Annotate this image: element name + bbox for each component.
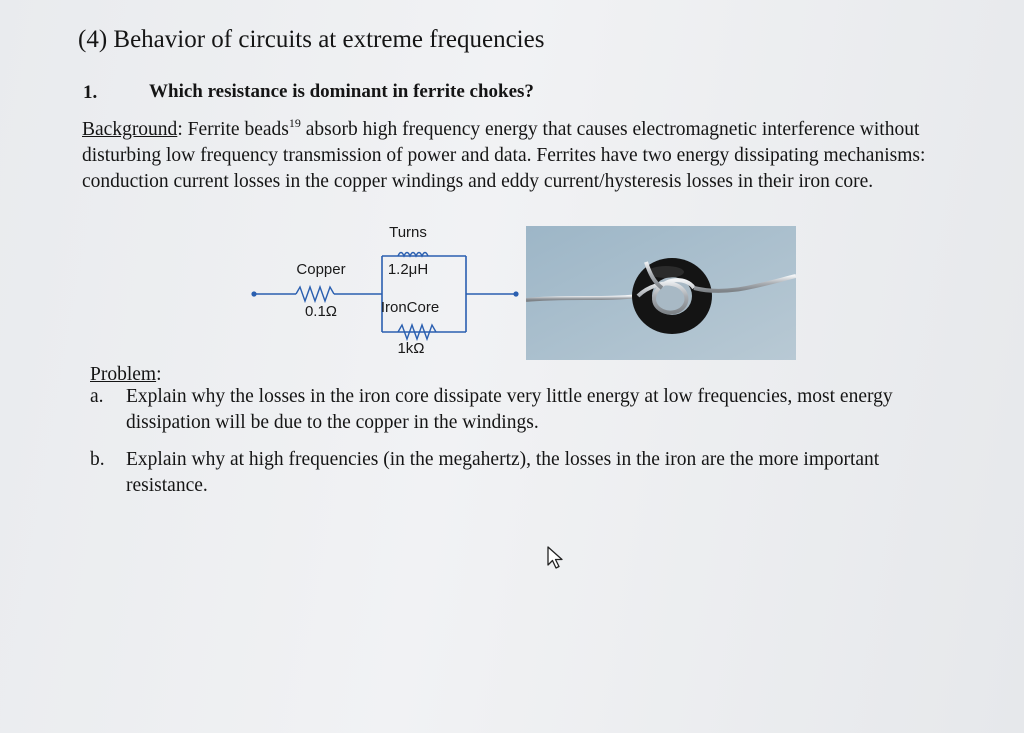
copper-resistance-label: 0.1Ω xyxy=(304,303,338,320)
problem-colon: : xyxy=(156,364,162,385)
background-text-2: absorb high frequency energy that causes electromagnetic interference without disturbing low frequency transmission of power and data. Ferrites have two energy dissipating mechanisms: conduction current losses in the copper windings and eddy current/hysteresis losses in their iron core. xyxy=(82,119,926,192)
mouse-pointer-icon xyxy=(546,545,566,571)
iron-core-label: IronCore xyxy=(380,299,440,316)
problem-letter-b: b. xyxy=(90,449,105,470)
copper-label: Copper xyxy=(296,261,346,278)
turns-label: Turns xyxy=(389,224,427,241)
problem-text-b: Explain why at high frequencies (in the megahertz), the losses in the iron are the more important resistance. xyxy=(126,449,880,496)
problem-letter-a: a. xyxy=(90,386,104,407)
problem-label-text: Problem xyxy=(90,364,157,385)
ferrite-circuit-diagram xyxy=(248,222,524,362)
question-number: 1. xyxy=(83,82,98,103)
footnote-marker: 19 xyxy=(288,116,301,130)
core-resistance-label: 1kΩ xyxy=(397,340,425,357)
right-terminal-icon xyxy=(513,291,518,296)
background-paragraph xyxy=(82,117,962,195)
background-label: Background xyxy=(82,119,178,140)
background-colon: : xyxy=(177,119,183,140)
section-title: (4) Behavior of circuits at extreme frequencies xyxy=(78,26,545,53)
problem-label xyxy=(90,364,162,386)
problem-text-a: Explain why the losses in the iron core dissipate very little energy at low frequencies, most energy dissipation will be due to the copper in the windings. xyxy=(126,386,893,433)
inductance-label: 1.2μH xyxy=(387,261,429,278)
copper-resistor-icon xyxy=(296,287,334,301)
background-text-1: Ferrite beads xyxy=(182,119,289,140)
question-text: Which resistance is dominant in ferrite chokes? xyxy=(149,81,534,102)
ferrite-bead-photo xyxy=(526,226,796,360)
